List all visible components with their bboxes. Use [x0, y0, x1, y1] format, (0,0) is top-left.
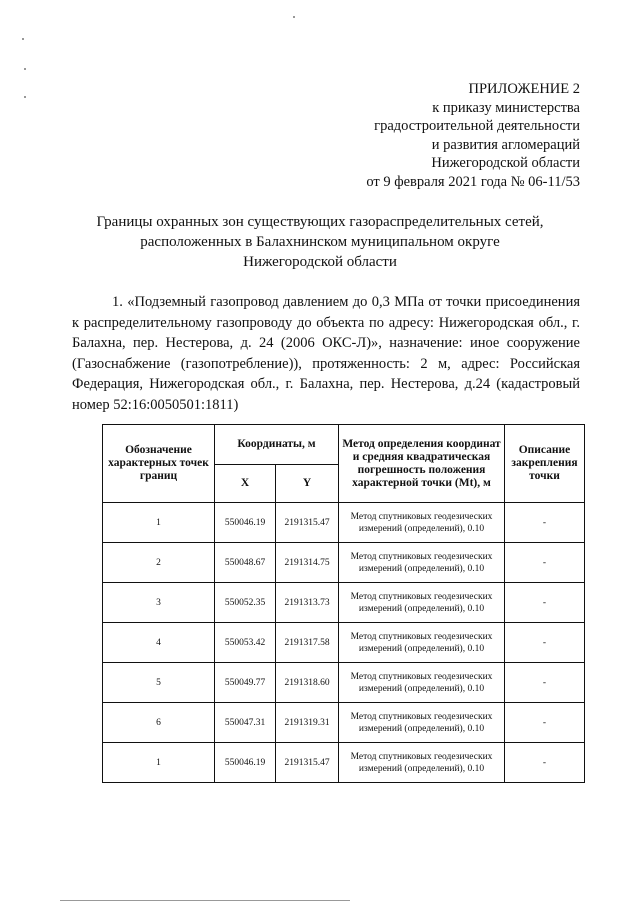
- x-coordinate: 550053.42: [215, 623, 276, 663]
- x-coordinate: 550048.67: [215, 543, 276, 583]
- y-coordinate: 2191319.31: [276, 703, 339, 743]
- description-cell: -: [505, 623, 585, 663]
- x-coordinate: 550046.19: [215, 743, 276, 783]
- title-line: расположенных в Балахнинском муниципальном округе: [140, 234, 500, 250]
- object-description: [72, 292, 580, 415]
- table-row: [103, 583, 585, 623]
- method-cell: Метод спутниковых геодезических измерений (определений), 0.10: [339, 543, 505, 583]
- method-cell: Метод спутниковых геодезических измерений (определений), 0.10: [339, 623, 505, 663]
- order-date-line: от 9 февраля 2021 года № 06-11/53: [366, 173, 580, 190]
- table-row: [103, 503, 585, 543]
- y-coordinate: 2191318.60: [276, 663, 339, 703]
- point-number: 2: [103, 543, 215, 583]
- appendix-header: [280, 80, 580, 191]
- table-row: [103, 663, 585, 703]
- region-line: Нижегородской области: [431, 155, 580, 171]
- footer-divider: [60, 900, 350, 901]
- x-coordinate: 550046.19: [215, 503, 276, 543]
- scan-speck: [24, 96, 26, 98]
- point-number: 1: [103, 503, 215, 543]
- order-reference-line: к приказу министерства: [432, 99, 580, 116]
- method-cell: Метод спутниковых геодезических измерений (определений), 0.10: [339, 663, 505, 703]
- title-line: Границы охранных зон существующих газораспределительных сетей,: [96, 214, 544, 230]
- x-coordinate: 550047.31: [215, 703, 276, 743]
- point-number: 3: [103, 583, 215, 623]
- method-cell: Метод спутниковых геодезических измерений (определений), 0.10: [339, 503, 505, 543]
- header-description: Описание закрепления точки: [505, 425, 585, 503]
- point-number: 1: [103, 743, 215, 783]
- description-cell: -: [505, 543, 585, 583]
- header-coordinates: Координаты, м: [215, 425, 339, 465]
- table-row: [103, 543, 585, 583]
- description-cell: -: [505, 503, 585, 543]
- y-coordinate: 2191315.47: [276, 743, 339, 783]
- description-cell: -: [505, 703, 585, 743]
- table-row: [103, 623, 585, 663]
- document-title: [70, 212, 570, 272]
- method-cell: Метод спутниковых геодезических измерений (определений), 0.10: [339, 743, 505, 783]
- header-x: X: [215, 465, 276, 503]
- table-row: [103, 743, 585, 783]
- ministry-line: и развития агломераций: [431, 136, 580, 153]
- header-method: Метод определения координат и средняя квадратическая погрешность положения характерной точки (Mt), м: [339, 425, 505, 503]
- method-cell: Метод спутниковых геодезических измерений (определений), 0.10: [339, 703, 505, 743]
- scan-speck: [22, 38, 24, 40]
- x-coordinate: 550052.35: [215, 583, 276, 623]
- ministry-line: градостроительной деятельности: [374, 118, 580, 134]
- point-number: 5: [103, 663, 215, 703]
- point-number: 6: [103, 703, 215, 743]
- object-description-text: 1. «Подземный газопровод давлением до 0,3 МПа от точки присоединения к распределительному газопроводу до объекта по адресу: Нижегородская обл., г. Балахна, пер. Нестерова, д. 24 (2006 ОКС-Л)», назначение: иное сооружение (Газоснабжение (газопотребление)), протяженность: 2 м, адрес: Российская Федерация, Нижегородская обл., г. Балахна, пер. Нестерова, д.24 (кадастровый номер 52:16:0050501:1811): [72, 294, 580, 413]
- scan-speck: [24, 68, 26, 70]
- description-cell: -: [505, 663, 585, 703]
- coordinates-table: [102, 424, 585, 783]
- y-coordinate: 2191315.47: [276, 503, 339, 543]
- description-cell: -: [505, 743, 585, 783]
- description-cell: -: [505, 583, 585, 623]
- header-point-designation: Обозначение характерных точек границ: [103, 425, 215, 503]
- title-line: Нижегородской области: [243, 254, 397, 270]
- table-row: [103, 703, 585, 743]
- x-coordinate: 550049.77: [215, 663, 276, 703]
- y-coordinate: 2191314.75: [276, 543, 339, 583]
- y-coordinate: 2191313.73: [276, 583, 339, 623]
- scan-speck: [293, 16, 295, 18]
- point-number: 4: [103, 623, 215, 663]
- header-y: Y: [276, 465, 339, 503]
- y-coordinate: 2191317.58: [276, 623, 339, 663]
- method-cell: Метод спутниковых геодезических измерений (определений), 0.10: [339, 583, 505, 623]
- appendix-label: ПРИЛОЖЕНИЕ 2: [468, 81, 580, 97]
